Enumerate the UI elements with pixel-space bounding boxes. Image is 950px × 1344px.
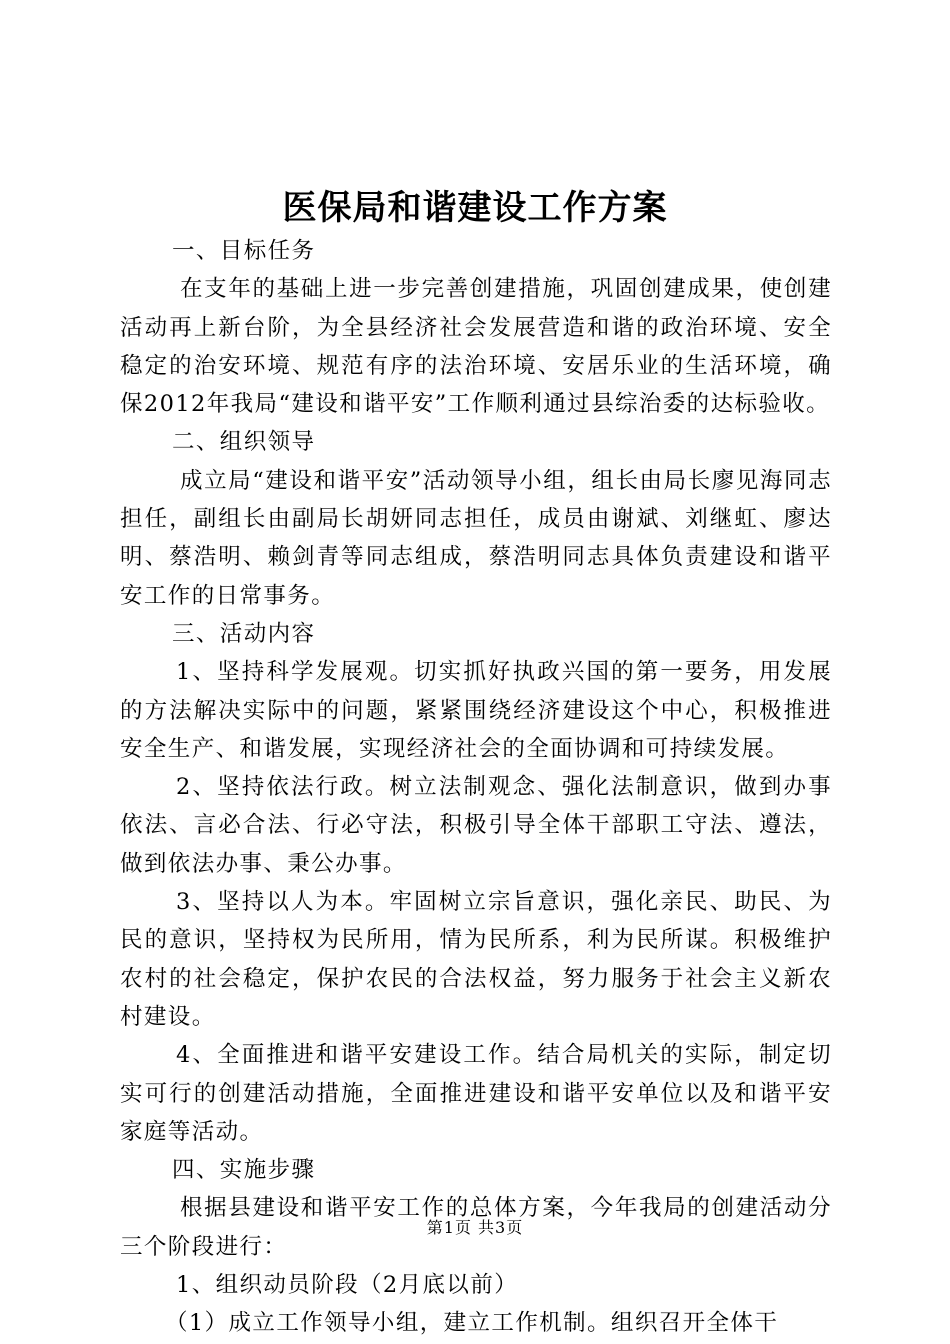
paragraph: 1、组织动员阶段（2月底以前） [176,1272,519,1299]
paragraph: 3、坚持以人为本。牢固树立宗旨意识，强化亲民、助民、为民的意识，坚持权为民所用，情为民所系，利为民所谋。积极维护农村的社会稳定，保护农民的合法权益，努力服务于社会主义新农村建设。 [120,889,832,1030]
section-heading-organization: 二、组织领导 [172,429,316,456]
paragraph: 在支年的基础上进一步完善创建措施，巩固创建成果，使创建活动再上新台阶，为全县经济社会发展营造和谐的政治环境、安全稳定的治安环境、规范有序的法治环境、安居乐业的生活环境，确保2012年我局“建设和谐平安”工作顺利通过县综治委的达标验收。 [120,276,832,418]
section-heading-goals: 一、目标任务 [172,238,316,264]
section-heading-activities: 三、活动内容 [172,620,316,647]
paragraph: 成立局“建设和谐平安”活动领导小组，组长由局长廖见海同志担任，副组长由副局长胡妍同志担任，成员由谢斌、刘继虹、廖达明、蔡浩明、赖剑青等同志组成，蔡浩明同志具体负责建设和谐平安工作的日常事务。 [120,467,832,609]
document-title: 医保局和谐建设工作方案 [282,188,668,228]
paragraph: 4、全面推进和谐平安建设工作。结合局机关的实际，制定切实可行的创建活动措施，全面推进建设和谐平安单位以及和谐平安家庭等活动。 [120,1042,832,1145]
paragraph: 根据县建设和谐平安工作的总体方案，今年我局的创建活动分三个阶段进行： [120,1195,832,1260]
paragraph: 2、坚持依法行政。树立法制观念、强化法制意识，做到办事依法、言必合法、行必守法，积极引导全体干部职工守法、遵法，做到依法办事、秉公办事。 [120,774,832,877]
section-heading-steps: 四、实施步骤 [172,1157,316,1184]
paragraph: （1）成立工作领导小组，建立工作机制。组织召开全体干 [165,1310,779,1337]
document-body [120,232,832,1343]
page-footer: 第1页 共3页 [426,1218,524,1237]
paragraph: 1、坚持科学发展观。切实抓好执政兴国的第一要务，用发展的方法解决实际中的问题，紧紧围绕经济建设这个中心，积极推进安全生产、和谐发展，实现经济社会的全面协调和可持续发展。 [120,659,832,762]
